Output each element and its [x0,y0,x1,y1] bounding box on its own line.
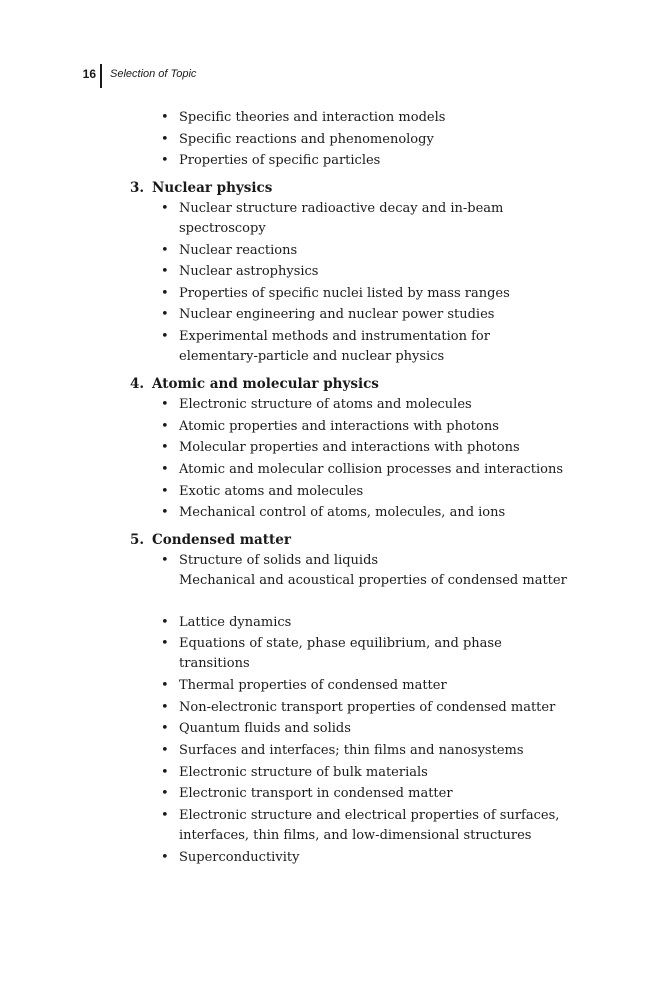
section-number: 3. [130,180,145,196]
list-item-text: • Nuclear structure radioactive decay and in-beam spectroscopy [179,201,504,236]
section-heading [130,530,291,550]
section-title: Nuclear physics [152,180,273,196]
list-item-text: • Properties of specific nuclei listed by mass ranges [179,286,510,301]
list-item [161,262,553,282]
list-item [161,438,553,458]
list-item [161,130,553,150]
list-item [161,784,553,804]
list-item [161,284,553,304]
list-item-text: • Structure of solids and liquids [179,553,379,568]
list-item-text: • Lattice dynamics [179,615,292,630]
list-item [161,806,560,846]
list-item-text: • Electronic structure of atoms and molecules [179,397,472,412]
section-number: 5. [130,532,145,548]
list-item [161,395,553,415]
list-item [161,417,553,437]
list-item [161,719,553,739]
list-item [161,698,556,718]
list-item-text: • Non-electronic transport properties of condensed matter [179,700,556,715]
list-item [161,503,553,523]
list-item-text: • Specific theories and interaction models [179,110,446,125]
continuation-text: Mechanical and acoustical properties of condensed matter [179,573,567,588]
list-item [161,848,553,868]
list-item [161,741,553,761]
list-item [161,613,553,633]
list-item-text: • Electronic transport in condensed matter [179,786,453,801]
list-item-text: • Nuclear engineering and nuclear power studies [179,307,495,322]
list-item [161,199,553,239]
page-number: 16 [82,67,96,81]
section-heading [130,178,272,198]
list-item [161,634,553,674]
list-item-text: • Atomic properties and interactions with photons [179,419,499,434]
list-item-text: • Experimental methods and instrumentation for elementary-particle and nuclear physics [179,329,490,364]
list-item-text: • Surfaces and interfaces; thin films and nanosystems [179,743,524,758]
list-item [161,551,553,571]
list-item-text: • Nuclear astrophysics [179,264,319,279]
list-item [161,676,553,696]
section-heading [130,374,379,394]
list-item [161,241,553,261]
list-item-text: • Electronic structure of bulk materials [179,765,428,780]
list-item-text: • Exotic atoms and molecules [179,484,364,499]
list-item [161,763,553,783]
list-item-text: • Atomic and molecular collision processes and interactions [179,462,564,477]
list-item [161,151,553,171]
header-divider [100,64,102,88]
list-item [161,460,564,480]
list-item-text: • Equations of state, phase equilibrium, and phase transitions [179,636,502,671]
list-item-text: • Specific reactions and phenomenology [179,132,434,147]
list-item-text: • Molecular properties and interactions with photons [179,440,520,455]
section-title: Atomic and molecular physics [152,376,379,392]
list-item-text: • Properties of specific particles [179,153,381,168]
list-item-text: • Thermal properties of condensed matter [179,678,447,693]
list-item-text: • Electronic structure and electrical properties of surfaces, interfaces, thin films, and low-dimensional structures [179,808,560,843]
list-item-text: • Nuclear reactions [179,243,298,258]
section-title: Condensed matter [152,532,291,548]
list-item-text: • Superconductivity [179,850,300,865]
list-item [161,327,553,367]
list-item [161,108,553,128]
list-item-text: • Mechanical control of atoms, molecules, and ions [179,505,506,520]
list-item [161,482,553,502]
list-item [161,305,553,325]
list-item-text: • Quantum fluids and solids [179,721,351,736]
section-number: 4. [130,376,145,392]
running-title: Selection of Topic [110,68,197,80]
